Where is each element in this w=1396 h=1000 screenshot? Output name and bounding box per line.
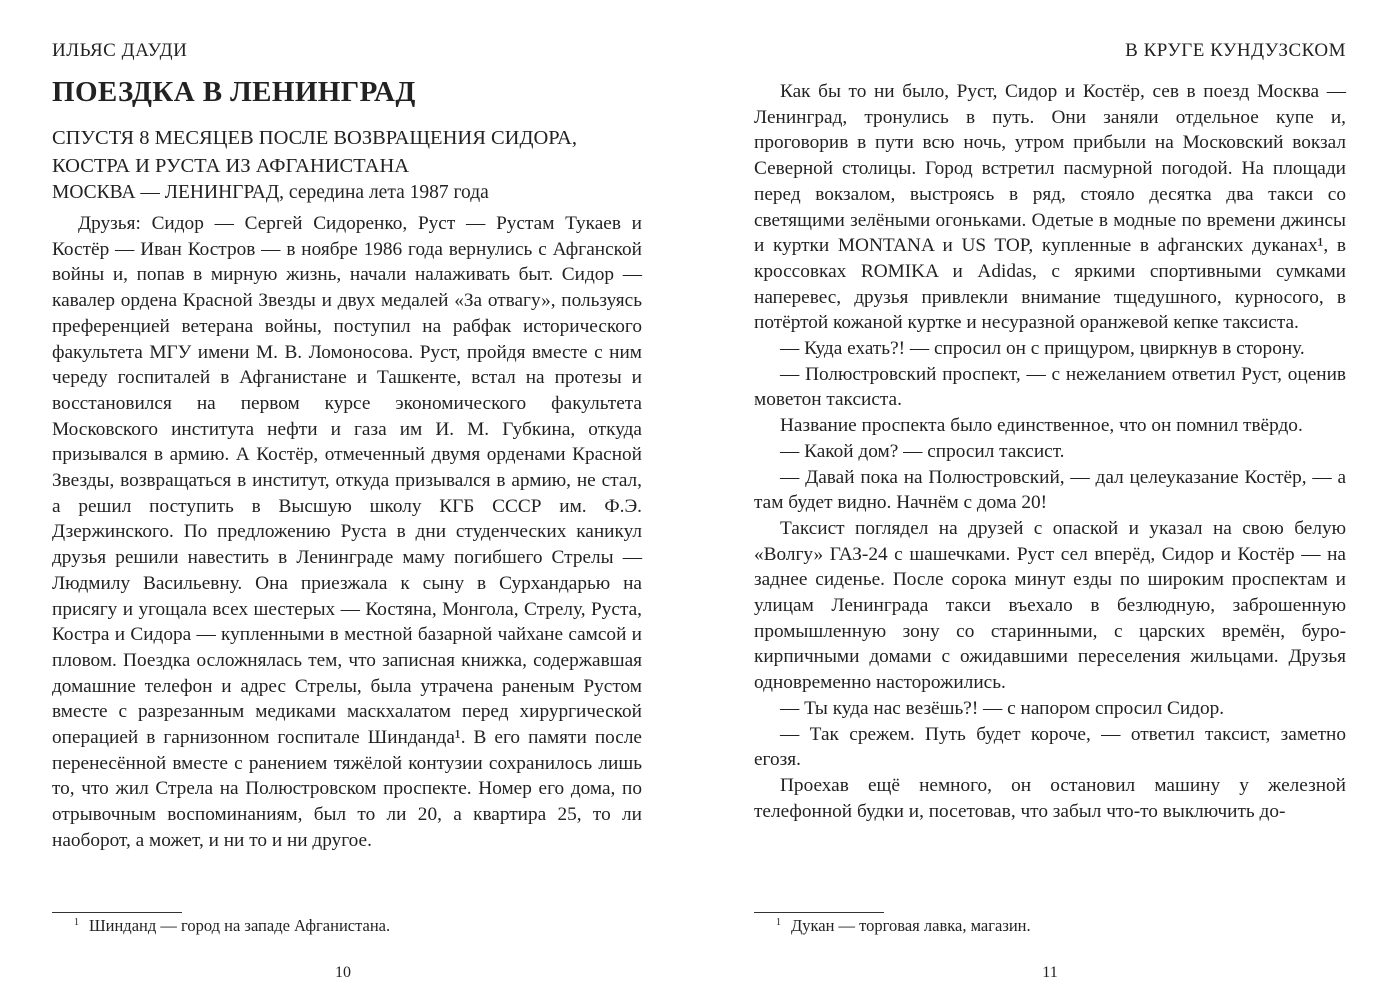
footnote-text: Дукан — торговая лавка, магазин. bbox=[791, 916, 1031, 935]
paragraph: — Так срежем. Путь будет короче, — ответил таксист, заметно егозя. bbox=[754, 723, 1346, 771]
left-page bbox=[52, 0, 642, 1000]
page-number: 11 bbox=[1042, 964, 1058, 981]
paragraph: — Ты куда нас везёшь?! — с напором спросил Сидор. bbox=[780, 697, 1225, 719]
footnote-marker: 1 bbox=[74, 916, 79, 928]
paragraph: Проехав ещё немного, он остановил машину у железной телефонной будки и, посетовав, что забыл что-то выключить до- bbox=[754, 774, 1346, 822]
right-page bbox=[754, 0, 1346, 1000]
chapter-dateline: МОСКВА — ЛЕНИНГРАД, середина лета 1987 года bbox=[52, 182, 489, 203]
paragraph: — Какой дом? — спросил таксист. bbox=[780, 440, 1065, 462]
right-body-text bbox=[754, 79, 1346, 824]
running-head-author: ИЛЬЯС ДАУДИ bbox=[52, 40, 188, 61]
paragraph: Друзья: Сидор — Сергей Сидоренко, Руст — Рустам Тукаев и Костёр — Иван Костров — в ноябре 1986 года вернулись с Афганской войны и, попав в мирную жизнь, начали налаживать быт. Сидор — кавалер ордена Красной Звезды и двух медалей «За отвагу», пользуясь преференцией ветерана войны, поступил на рабфак исторического факультета МГУ имени М. В. Ломоносова. Руст, пройдя вместе с ним череду госпиталей в Афганистане и Ташкенте, встал на протезы и восстановился на первом курсе экономического факультета Московского института нефти и газа им И. М. Губкина, откуда призывался в армию. А Костёр, отмеченный двумя орденами Красной Звезды, возвращаться в институт, откуда призывался в армию, не стал, а решил поступить в Высшую школу КГБ СССР им. Ф.Э. Дзержинского. По предложению Руста в дни студенческих каникул друзья решили навестить в Ленинграде маму погибшего Стрелы — Людмилу Васильевну. Она приезжала к сыну в Сурхандарью на присягу и угощала всех шестерых — Костяна, Монгола, Стрелу, Руста, Костра и Сидора — купленными в местной базарной чайхане самсой и пловом. Поездка осложнялась тем, что записная книжка, содержавшая домашние телефон и адрес Стрелы, была утрачена раненым Рустом вместе с разрезанным медиками маскхалатом перед хирургической операцией в гарнизонном госпитале Шинданда¹. В его памяти после перенесённой вместе с ранением тяжёлой контузии сохранилось лишь то, что жил Стрела на Полюстровском проспекте. Номер его дома, по отрывочным воспоминаниям, был то ли 20, а квартира 25, то ли наоборот, а может, и ни то и ни другое. bbox=[52, 213, 642, 851]
footnote bbox=[776, 916, 1336, 936]
footnote-text: Шинданд — город на западе Афганистана. bbox=[89, 916, 391, 935]
paragraph: — Давай пока на Полюстровский, — дал целеуказание Костёр, — а там будет видно. Начнём с дома 20! bbox=[754, 466, 1346, 514]
paragraph: — Куда ехать?! — спросил он с прищуром, цвиркнув в сторону. bbox=[780, 338, 1305, 360]
footnote-divider bbox=[754, 912, 884, 913]
paragraph: Таксист поглядел на друзей с опаской и указал на свою белую «Волгу» ГАЗ-24 с шашечками. Руст сел вперёд, Сидор и Костёр — на заднее сиденье. После сорока минут езды по широким проспектам и улицам Ленинграда такси въехало в безлюдную, заброшенную промышленную зону со старинными, с царских времён, буро-кирпичными домами с ожидавшими переселения жильцами. Друзья одновременно насторожились. bbox=[754, 517, 1346, 694]
footnote bbox=[74, 916, 634, 936]
paragraph: Как бы то ни было, Руст, Сидор и Костёр, сев в поезд Москва — Ленинград, тронулись в путь. Они заняли отдельное купе и, проговорив в пути всю ночь, утром прибыли на Московский вокзал Северной столицы. Город встретил пасмурной погодой. На площади перед вокзалом, выстроясь в ряд, стояло десятка два такси со светящими зелёными огоньками. Одетые в модные по времени джинсы и куртки MONTANA и US TOP, купленные в афганских дуканах¹, в кроссовках ROMIKA и Adidas, с яркими спортивными сумками наперевес, друзья привлекли внимание тщедушного, курносого, в потёртой кожаной куртке и несуразной оранжевой кепке таксиста. bbox=[754, 81, 1346, 334]
footnote-divider bbox=[52, 912, 182, 913]
chapter-subtitle: СПУСТЯ 8 МЕСЯЦЕВ ПОСЛЕ ВОЗВРАЩЕНИЯ СИДОРА, КОСТРА И РУСТА ИЗ АФГАНИСТАНА bbox=[52, 127, 577, 177]
footnote-marker: 1 bbox=[776, 916, 781, 928]
paragraph: — Полюстровский проспект, — с нежеланием ответил Руст, оценив моветон таксиста. bbox=[754, 363, 1346, 411]
running-head-title: В КРУГЕ КУНДУЗСКОМ bbox=[1125, 40, 1346, 61]
page-number: 10 bbox=[335, 964, 351, 981]
chapter-title: ПОЕЗДКА В ЛЕНИНГРАД bbox=[52, 76, 416, 108]
left-body-text bbox=[52, 211, 642, 854]
paragraph: Название проспекта было единственное, что он помнил твёрдо. bbox=[780, 415, 1303, 437]
